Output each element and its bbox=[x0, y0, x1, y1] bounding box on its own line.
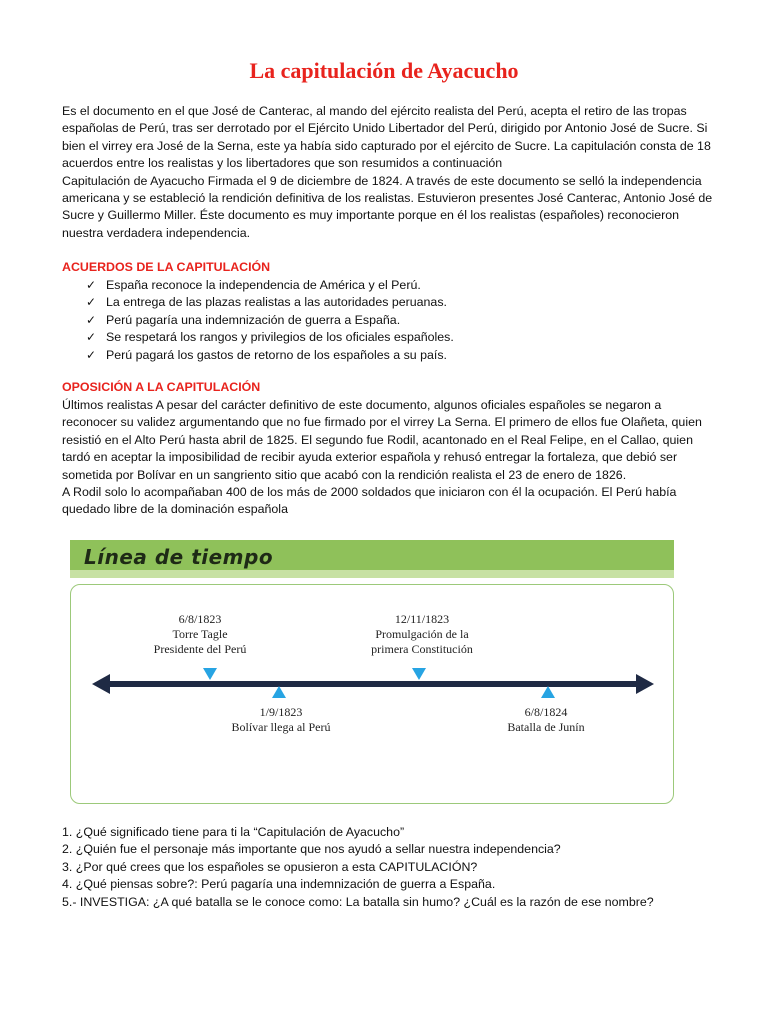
checkmark-icon: ✓ bbox=[86, 347, 97, 362]
list-item bbox=[86, 277, 454, 294]
question-item: 2. ¿Quién fue el personaje más importante que nos ayudó a sellar nuestra independencia? bbox=[62, 842, 561, 857]
question-item: 1. ¿Qué significado tiene para ti la “Capitulación de Ayacucho” bbox=[62, 825, 405, 839]
event-date: 1/9/1823 bbox=[259, 705, 303, 719]
list-item bbox=[86, 329, 454, 346]
intro-line: Es el documento en el que José de Canterac, al mando del ejército realista del Perú, acepta el retiro de las tropas bbox=[62, 104, 687, 118]
oposicion-line: tardó en aceptar la imposibilidad de recibir ayuda exterior española y rehusó entregar la fortaleza, que debió ser bbox=[62, 450, 678, 465]
acuerdos-list bbox=[86, 277, 454, 364]
question-item: 5.- INVESTIGA: ¿A qué batalla se le conoce como: La batalla sin humo? ¿Cuál es la razón de ese nombre? bbox=[62, 894, 654, 909]
oposicion-line: Últimos realistas A pesar del carácter definitivo de este documento, algunos oficiales españoles se negaron a bbox=[62, 398, 662, 412]
intro-line: españolas de Perú, tras ser derrotado por el Ejército Unido Libertador del Perú, dirigido por Antonio José de Sucre. Si bbox=[62, 121, 708, 136]
event-date: 6/8/1824 bbox=[524, 705, 568, 719]
list-item-text: La entrega de las plazas realistas a las autoridades peruanas. bbox=[106, 295, 447, 310]
list-item-text: Se respetará los rangos y privilegios de los oficiales españoles. bbox=[106, 330, 454, 345]
event-label: Promulgación de la bbox=[375, 627, 469, 641]
timeline-title: Línea de tiempo bbox=[84, 545, 274, 569]
checkmark-icon: ✓ bbox=[86, 312, 97, 327]
page-title: La capitulación de Ayacucho bbox=[249, 58, 519, 83]
list-item-text: Perú pagaría una indemnización de guerra a España. bbox=[106, 312, 401, 327]
event-label: Batalla de Junín bbox=[507, 720, 585, 734]
event-label: Torre Tagle bbox=[172, 627, 228, 641]
list-item bbox=[86, 347, 454, 364]
event-date: 12/11/1823 bbox=[394, 612, 450, 626]
event-date: 6/8/1823 bbox=[178, 612, 222, 626]
timeline-event bbox=[181, 705, 381, 735]
checkmark-icon: ✓ bbox=[86, 295, 97, 310]
timeline-arrow-right-icon bbox=[636, 674, 654, 694]
event-label: Bolívar llega al Perú bbox=[231, 720, 331, 734]
oposicion-line: resistió en el Alto Perú hasta abril de 1825. El segundo fue Rodil, acantonado en el Real Felipe, en el Callao, quien bbox=[62, 432, 693, 447]
intro-paragraph bbox=[62, 103, 722, 242]
list-item-text: Perú pagará los gastos de retorno de los españoles a su país. bbox=[106, 347, 447, 362]
timeline-axis-svg bbox=[70, 540, 674, 804]
oposicion-line: quedado libre de la dominación española bbox=[62, 502, 288, 517]
intro-line: nuestra verdadera independencia. bbox=[62, 225, 251, 240]
acuerdos-heading: ACUERDOS DE LA CAPITULACIÓN bbox=[62, 260, 271, 274]
event-label: Presidente del Perú bbox=[153, 642, 247, 656]
oposicion-line: A Rodil solo lo acompañaban 400 de los más de 2000 soldados que iniciaron con él la ocupación. El Perú había bbox=[62, 485, 677, 500]
checkmark-icon: ✓ bbox=[86, 278, 97, 292]
intro-line: Sucre y Guillermo Miller. Éste documento es muy importante porque en él los realistas (españoles) reconocieron bbox=[62, 208, 680, 223]
question-item: 3. ¿Por qué crees que los españoles se opusieron a esta CAPITULACIÓN? bbox=[62, 859, 478, 874]
checkmark-icon: ✓ bbox=[86, 330, 97, 345]
timeline-event bbox=[446, 705, 646, 735]
intro-line: Capitulación de Ayacucho Firmada el 9 de diciembre de 1824. A través de este documento se selló la independencia bbox=[62, 173, 702, 188]
timeline-marker-down-icon bbox=[203, 668, 217, 680]
oposicion-line: sometida por Bolívar en un sangriento sitio que acabó con la rendición realista el 23 de enero de 1826. bbox=[62, 467, 627, 482]
event-label: primera Constitución bbox=[371, 642, 473, 656]
question-item: 4. ¿Qué piensas sobre?: Perú pagaría una indemnización de guerra a España. bbox=[62, 877, 496, 892]
timeline-marker-up-icon bbox=[541, 686, 555, 698]
timeline-marker-up-icon bbox=[272, 686, 286, 698]
intro-line: americana y se estableció la rendición definitiva de los realistas. Estuvieron presentes José Canterac, Antonio José de bbox=[62, 191, 713, 206]
intro-line: bien el virrey era José de la Serna, este ya había sido capturado por el ejército de Sucre. La capitulación consta de 18 bbox=[62, 138, 711, 153]
timeline-figure bbox=[70, 540, 674, 804]
list-item bbox=[86, 294, 454, 311]
oposicion-heading: OPOSICIÓN A LA CAPITULACIÓN bbox=[62, 380, 261, 394]
timeline-event bbox=[322, 612, 522, 657]
list-item bbox=[86, 312, 454, 329]
oposicion-paragraph bbox=[62, 397, 722, 519]
oposicion-line: reconocer su validez argumentando que no fue firmado por el virrey La Serna. El primero de ellos fue Olañeta, quien bbox=[62, 415, 702, 430]
timeline-arrow-left-icon bbox=[92, 674, 110, 694]
timeline-event bbox=[100, 612, 300, 657]
timeline-marker-down-icon bbox=[412, 668, 426, 680]
intro-line: acuerdos entre los realistas y los libertadores que son resumidos a continuación bbox=[62, 156, 503, 171]
questions-list bbox=[62, 824, 654, 911]
list-item-text: España reconoce la independencia de América y el Perú. bbox=[106, 278, 421, 292]
